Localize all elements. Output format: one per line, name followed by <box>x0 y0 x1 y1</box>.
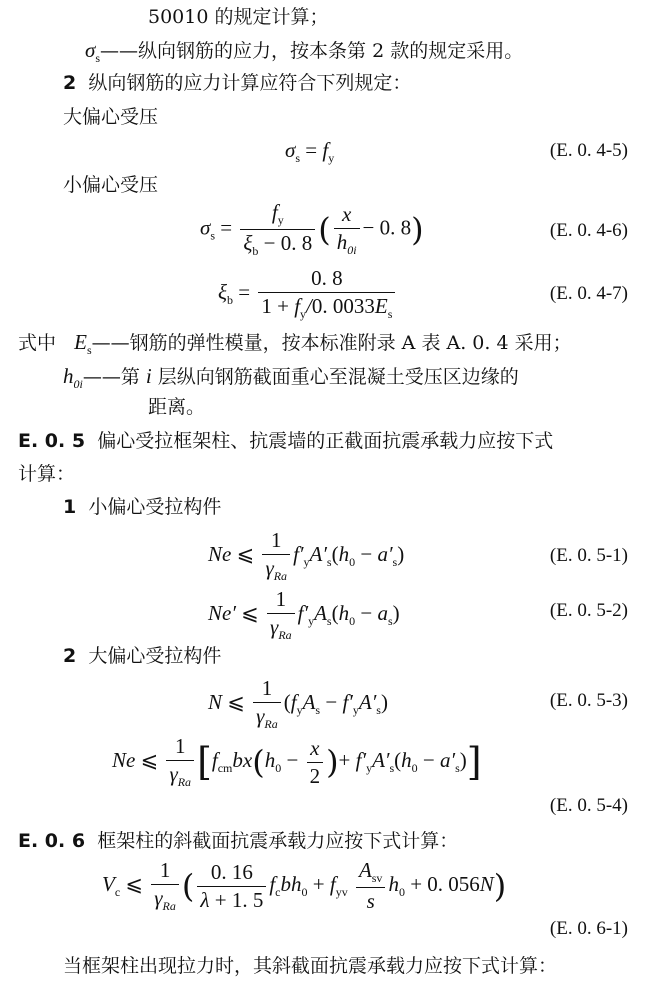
equation-E045: $\sigma_s = f_y$ <box>285 138 335 166</box>
text-span: 距离。 <box>148 396 206 418</box>
clause-2 <box>63 72 411 95</box>
symbol-i: i <box>145 364 152 388</box>
item-2 <box>63 645 221 668</box>
item-text: 大偏心受拉构件 <box>88 645 222 667</box>
equation-E054: Ne ⩽ $\frac{1}{\gamma_{Ra}}$ [$f_{cm}bx(h_0$ − $\frac{x}{2}$ )+ $f'_yA'_s(h_0 - a'_s)$] <box>112 734 482 790</box>
symbol-Es <box>74 330 92 358</box>
sub: s <box>95 51 101 66</box>
equation-E046: $\sigma_s$ = $\frac{f_y}{\xi_b - 0. 8}$ ( $\frac{x}{h_{0i}}$ − 0. 8) <box>200 200 424 259</box>
equation-E047: $\xi_b$ = $\frac{0. 8}{1 + f_y/0. 0033E_s}$ <box>218 266 398 322</box>
sym: h <box>63 364 74 388</box>
item-number: 1 <box>63 496 77 518</box>
sym: E <box>74 330 87 354</box>
heading-small-eccentric <box>63 174 158 197</box>
definition-sigma-s <box>85 38 523 66</box>
definition-text: ——钢筋的弹性模量，按本标准附录 A 表 A. 0. 4 采用； <box>91 332 572 354</box>
text-span: 小偏心受压 <box>63 174 159 196</box>
equation-number: (E. 0. 5-3) <box>549 690 628 711</box>
equation-E052: Ne′ ⩽ $\frac{1}{\gamma_{Ra}}$ $f'_yA_s(h_0 - a_s)$ <box>208 587 400 643</box>
item-number: 2 <box>63 645 77 667</box>
equation-number: (E. 0. 4-5) <box>549 140 628 161</box>
equation-E051: Ne ⩽ $\frac{1}{\gamma_{Ra}}$ $f'_yA'_s(h_0 - a'_s)$ <box>208 528 405 584</box>
definition-text: ——第 <box>82 366 140 388</box>
section-E06 <box>18 830 458 853</box>
text-line-1 <box>148 6 328 29</box>
equation-E053: N ⩽ $\frac{1}{\gamma_{Ra}}$ $(f_yA_s - f'_yA'_s)$ <box>208 676 388 732</box>
text-span: 当框架柱出现拉力时，其斜截面抗震承载力应按下式计算： <box>63 955 558 977</box>
item-text: 小偏心受拉构件 <box>88 496 222 518</box>
item-1 <box>63 496 221 519</box>
definition-text: 层纵向钢筋截面重心至混凝土受压区边缘的 <box>157 366 519 388</box>
equation-number: (E. 0. 5-4) <box>549 795 628 816</box>
equation-E061: $V_c$ ⩽ $\frac{1}{\gamma_{Ra}}$ ( $\frac{0. 16}{\lambda + 1. 5}$ $f_cbh_0 + f_{yv}$ $\frac{A_{sv}}{s}$ $h_0 + 0$. 056N) <box>102 858 507 914</box>
sub: 0i <box>73 377 83 392</box>
text-line-distance <box>148 396 205 419</box>
equation-number: (E. 0. 4-6) <box>549 220 628 241</box>
section-number: E. 0. 6 <box>18 830 86 852</box>
section-E05-cont <box>18 463 75 486</box>
equation-number: (E. 0. 5-1) <box>549 545 628 566</box>
equation-number: (E. 0. 6-1) <box>549 918 628 939</box>
section-text: 框架柱的斜截面抗震承载力应按下式计算： <box>97 830 459 852</box>
section-text: 偏心受拉框架柱、抗震墙的正截面抗震承载力应按下式 <box>97 430 554 452</box>
heading-large-eccentric <box>63 106 158 129</box>
symbol-h0i <box>63 364 83 392</box>
equation-number: (E. 0. 5-2) <box>549 600 628 621</box>
symbol-sigma <box>85 38 101 66</box>
text-line-last <box>63 955 557 978</box>
section-E05 <box>18 430 553 453</box>
text-span: 计算： <box>18 463 76 485</box>
clause-number: 2 <box>63 72 77 94</box>
text-span: 大偏心受压 <box>63 106 159 128</box>
equation-number: (E. 0. 4-7) <box>549 283 628 304</box>
clause-text: 纵向钢筋的应力计算应符合下列规定： <box>88 72 412 94</box>
text-span: 50010 的规定计算； <box>148 6 329 28</box>
prefix: 式中 <box>18 332 57 354</box>
sym: σ <box>85 38 96 62</box>
definition-h0i <box>63 364 519 392</box>
section-number: E. 0. 5 <box>18 430 86 452</box>
definition-Es <box>18 330 572 358</box>
definition-text: ——纵向钢筋的应力，按本条第 2 款的规定采用。 <box>100 40 524 62</box>
sub: s <box>86 343 92 358</box>
